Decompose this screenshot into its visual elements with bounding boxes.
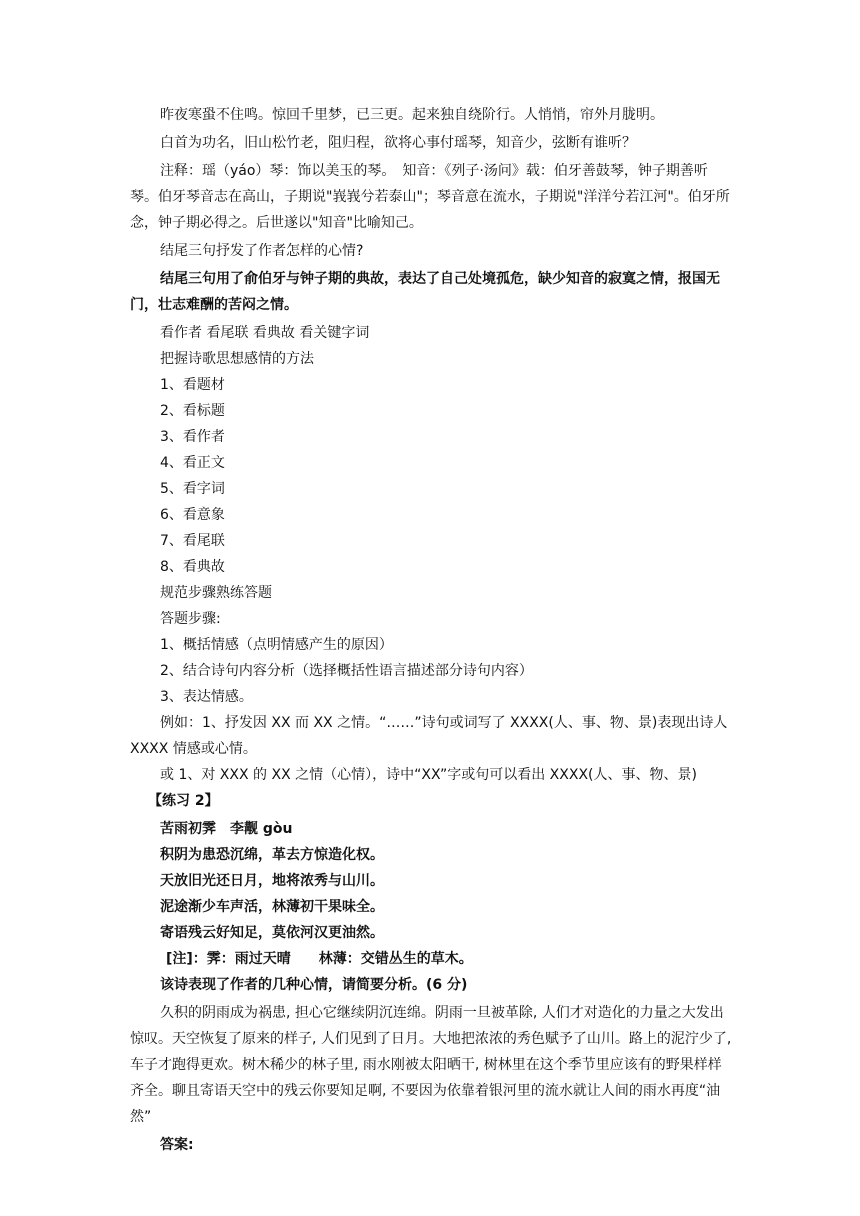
methods-title: 把握诗歌思想感情的方法 <box>160 351 314 367</box>
translation: 久积的阴雨成为祸患, 担心它继续阴沉连绵。阴雨一旦被革除, 人们才对造化的力量之大发出惊叹。天空恢复了原来的样子, 人们见到了日月。大地把浓浓的秀色赋予了山川。路上的泥泞少了, 车子才跑得更欢。树木稀少的林子里, 雨水刚被太阳晒干, 树林里在这个季节里应该有的野果样样齐全。聊且寄语天空中的残云你要知足啊, 不要因为依靠着银河里的流水就让人间的雨水再度“油然” <box>130 1005 732 1125</box>
step-item: 3、表达情感。 <box>160 689 253 705</box>
method-item: 7、看尾联 <box>160 533 225 549</box>
method-item: 2、看标题 <box>160 403 225 419</box>
method-item: 3、看作者 <box>160 429 225 445</box>
answer-label: 答案: <box>160 1137 194 1153</box>
poem2-note: [注]：霁：雨过天晴 林薄：交错丛生的草木。 <box>166 951 473 967</box>
poem2-title: 苦雨初霁 李觏 gòu <box>160 821 293 837</box>
step-item: 2、结合诗句内容分析（选择概括性语言描述部分诗句内容） <box>160 663 533 679</box>
poem1-line-1: 昨夜寒蛩不住鸣。惊回千里梦，已三更。起来独自绕阶行。人悄悄，帘外月胧明。 <box>160 107 664 123</box>
document-body <box>130 102 735 1158</box>
poem1-line-2: 白首为功名，旧山松竹老，阻归程，欲将心事付瑶琴，知音少，弦断有谁听？ <box>160 135 636 151</box>
example-1: 例如：1、抒发因 XX 而 XX 之情。“……”诗句或词写了 XXXX(人、事、物、景)表现出诗人 XXXX 情感或心情。 <box>130 715 728 757</box>
steps-intro: 规范步骤熟练答题 <box>160 585 272 601</box>
annotation: 注释：瑶（yáo）琴：饰以美玉的琴。 知音：《列子·汤问》载：伯牙善鼓琴，钟子期善听琴。伯牙琴音志在高山，子期说"峩峩兮若泰山"；琴音意在流水，子期说"洋洋兮若江河"。伯牙所念，钟子期必得之。后世遂以"知音"比喻知己。 <box>130 163 730 231</box>
poem2-line: 泥途渐少车声活，林薄初干果味全。 <box>160 899 384 915</box>
method-item: 1、看题材 <box>160 377 225 393</box>
methods-short: 看作者 看尾联 看典故 看关键字词 <box>160 325 370 341</box>
poem2-line: 寄语残云好知足，莫依河汉更油然。 <box>160 925 384 941</box>
poem2-line: 天放旧光还日月，地将浓秀与山川。 <box>160 873 384 889</box>
method-item: 5、看字词 <box>160 481 225 497</box>
practice-label: 【练习 2】 <box>148 793 219 809</box>
question-2: 该诗表现了作者的几种心情，请简要分析。(6 分) <box>160 977 468 993</box>
example-2: 或 1、对 XXX 的 XX 之情（心情），诗中“XX”字或句可以看出 XXXX(人、事、物、景) <box>160 767 697 783</box>
poem2-line: 积阴为患恐沉绵，革去方惊造化权。 <box>160 847 384 863</box>
method-item: 6、看意象 <box>160 507 225 523</box>
question-1: 结尾三句抒发了作者怎样的心情? <box>160 243 364 259</box>
answer-1: 结尾三句用了俞伯牙与钟子期的典故，表达了自己处境孤危，缺少知音的寂寞之情，报国无门，壮志难酬的苦闷之情。 <box>130 271 720 313</box>
step-item: 1、概括情感（点明情感产生的原因） <box>160 637 393 653</box>
method-item: 8、看典故 <box>160 559 225 575</box>
steps-title: 答题步骤: <box>160 611 221 627</box>
method-item: 4、看正文 <box>160 455 225 471</box>
